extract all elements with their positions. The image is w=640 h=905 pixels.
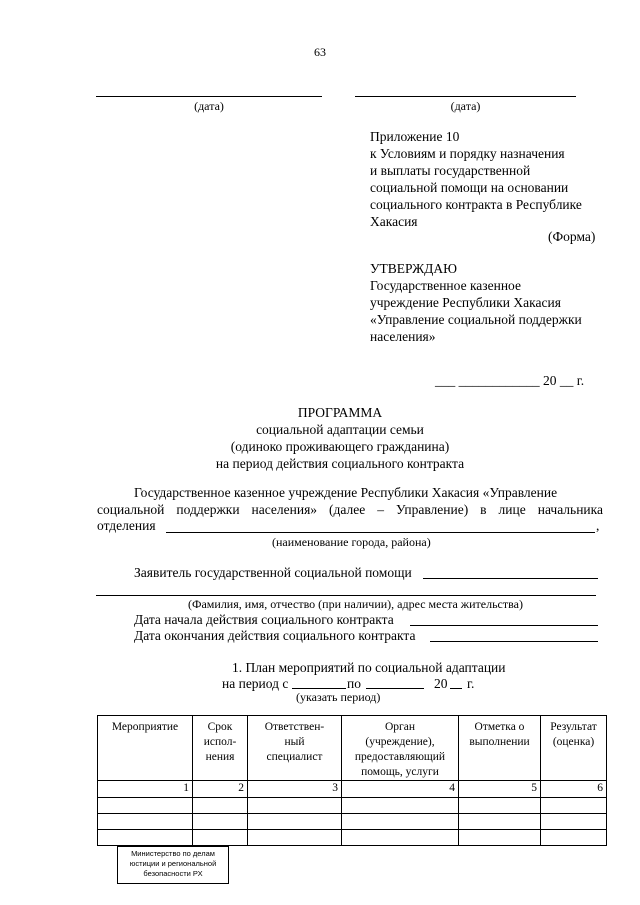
intro-line-3-suffix: , xyxy=(596,518,600,533)
program-subtitle-line: социальной адаптации семьи xyxy=(256,422,424,437)
appendix-line: к Условиям и порядку назначения xyxy=(370,146,565,161)
appendix-line: социальной помощи на основании xyxy=(370,180,569,195)
table-header-row xyxy=(98,716,607,781)
date-label-left: (дата) xyxy=(194,99,224,113)
appendix-block xyxy=(370,128,582,230)
applicant-label: Заявитель государственной социальной помощи xyxy=(134,565,412,580)
stamp-line: юстиции и региональной xyxy=(129,859,217,868)
plan-period-mid: по xyxy=(347,676,361,691)
date-line-left xyxy=(96,96,322,97)
plan-period-year: 20 xyxy=(434,676,448,691)
column-header-responsible: Ответствен- ный специалист xyxy=(248,716,342,781)
table-row xyxy=(98,814,607,830)
table-cell xyxy=(98,814,193,830)
table-row xyxy=(98,830,607,846)
table-cell xyxy=(342,814,459,830)
appendix-line: социального контракта в Республике xyxy=(370,197,582,212)
plan-period-caption: (указать период) xyxy=(296,690,381,704)
intro-line-2: социальной поддержки населения» (далее – Управление) в лице начальника xyxy=(97,502,603,517)
date-line-right xyxy=(355,96,576,97)
table-cell xyxy=(541,798,607,814)
column-header-completion: Отметка о выполнении xyxy=(459,716,541,781)
table-cell xyxy=(98,798,193,814)
approval-block xyxy=(370,260,582,345)
appendix-line: Приложение 10 xyxy=(370,129,460,144)
table-cell xyxy=(459,830,541,846)
stamp-line: безопасности РХ xyxy=(143,869,203,878)
column-header-organization: Орган (учреждение), предоставляющий помощь, услуги xyxy=(342,716,459,781)
form-label: (Форма) xyxy=(548,229,596,244)
department-caption: (наименование города, района) xyxy=(272,535,431,549)
table-cell xyxy=(248,814,342,830)
table-cell xyxy=(541,830,607,846)
plan-period-suffix: г. xyxy=(467,676,475,691)
appendix-line: и выплаты государственной xyxy=(370,163,531,178)
table-cell xyxy=(248,798,342,814)
table-cell xyxy=(459,798,541,814)
column-number: 1 xyxy=(98,781,193,798)
column-number: 5 xyxy=(459,781,541,798)
start-date-field xyxy=(410,625,598,626)
page-number: 63 xyxy=(314,45,326,59)
end-date-field xyxy=(430,641,598,642)
program-subtitle-line: на период действия социального контракта xyxy=(215,456,465,471)
approval-line: «Управление социальной поддержки xyxy=(370,312,582,327)
column-number: 2 xyxy=(193,781,248,798)
program-subtitle xyxy=(0,421,640,472)
stamp-line: Министерство по делам xyxy=(131,849,215,858)
table-cell xyxy=(248,830,342,846)
table-cell xyxy=(193,798,248,814)
department-name-field xyxy=(166,532,595,533)
approval-line: учреждение Республики Хакасия xyxy=(370,295,561,310)
table-row xyxy=(98,798,607,814)
approval-title: УТВЕРЖДАЮ xyxy=(370,261,458,276)
date-label-right: (дата) xyxy=(450,99,481,113)
table-cell xyxy=(342,830,459,846)
period-start-field xyxy=(292,688,346,689)
plan-period-prefix: на период с xyxy=(222,676,289,691)
table-cell xyxy=(98,830,193,846)
approval-line: населения» xyxy=(370,329,436,344)
period-end-field xyxy=(366,688,424,689)
intro-line-1: Государственное казенное учреждение Республики Хакасия «Управление xyxy=(134,485,558,500)
applicant-address-field xyxy=(96,595,596,596)
column-header-deadline: Срок испол- нения xyxy=(193,716,248,781)
column-number: 4 xyxy=(342,781,459,798)
plan-heading: 1. План мероприятий по социальной адаптации xyxy=(232,660,506,675)
appendix-line: Хакасия xyxy=(370,214,418,229)
column-header-result: Результат (оценка) xyxy=(541,716,607,781)
table-cell xyxy=(193,814,248,830)
approval-line: Государственное казенное xyxy=(370,278,521,293)
table-cell xyxy=(459,814,541,830)
approval-date-line: ___ ____________ 20 __ г. xyxy=(435,373,585,388)
applicant-caption: (Фамилия, имя, отчество (при наличии), адрес места жительства) xyxy=(188,597,523,611)
table-number-row xyxy=(98,781,607,798)
start-date-label: Дата начала действия социального контракта xyxy=(134,612,394,627)
ministry-stamp xyxy=(117,846,229,884)
table-cell xyxy=(541,814,607,830)
program-title: ПРОГРАММА xyxy=(297,405,383,420)
period-year-field xyxy=(450,688,462,689)
table-cell xyxy=(342,798,459,814)
end-date-label: Дата окончания действия социального контракта xyxy=(134,628,416,643)
column-header-activity: Мероприятие xyxy=(98,716,193,781)
intro-line-3-prefix: отделения xyxy=(97,518,156,533)
column-number: 3 xyxy=(248,781,342,798)
program-subtitle-line: (одиноко проживающего гражданина) xyxy=(230,439,450,454)
table-cell xyxy=(193,830,248,846)
plan-table xyxy=(97,715,607,846)
applicant-field xyxy=(423,578,598,579)
column-number: 6 xyxy=(541,781,607,798)
